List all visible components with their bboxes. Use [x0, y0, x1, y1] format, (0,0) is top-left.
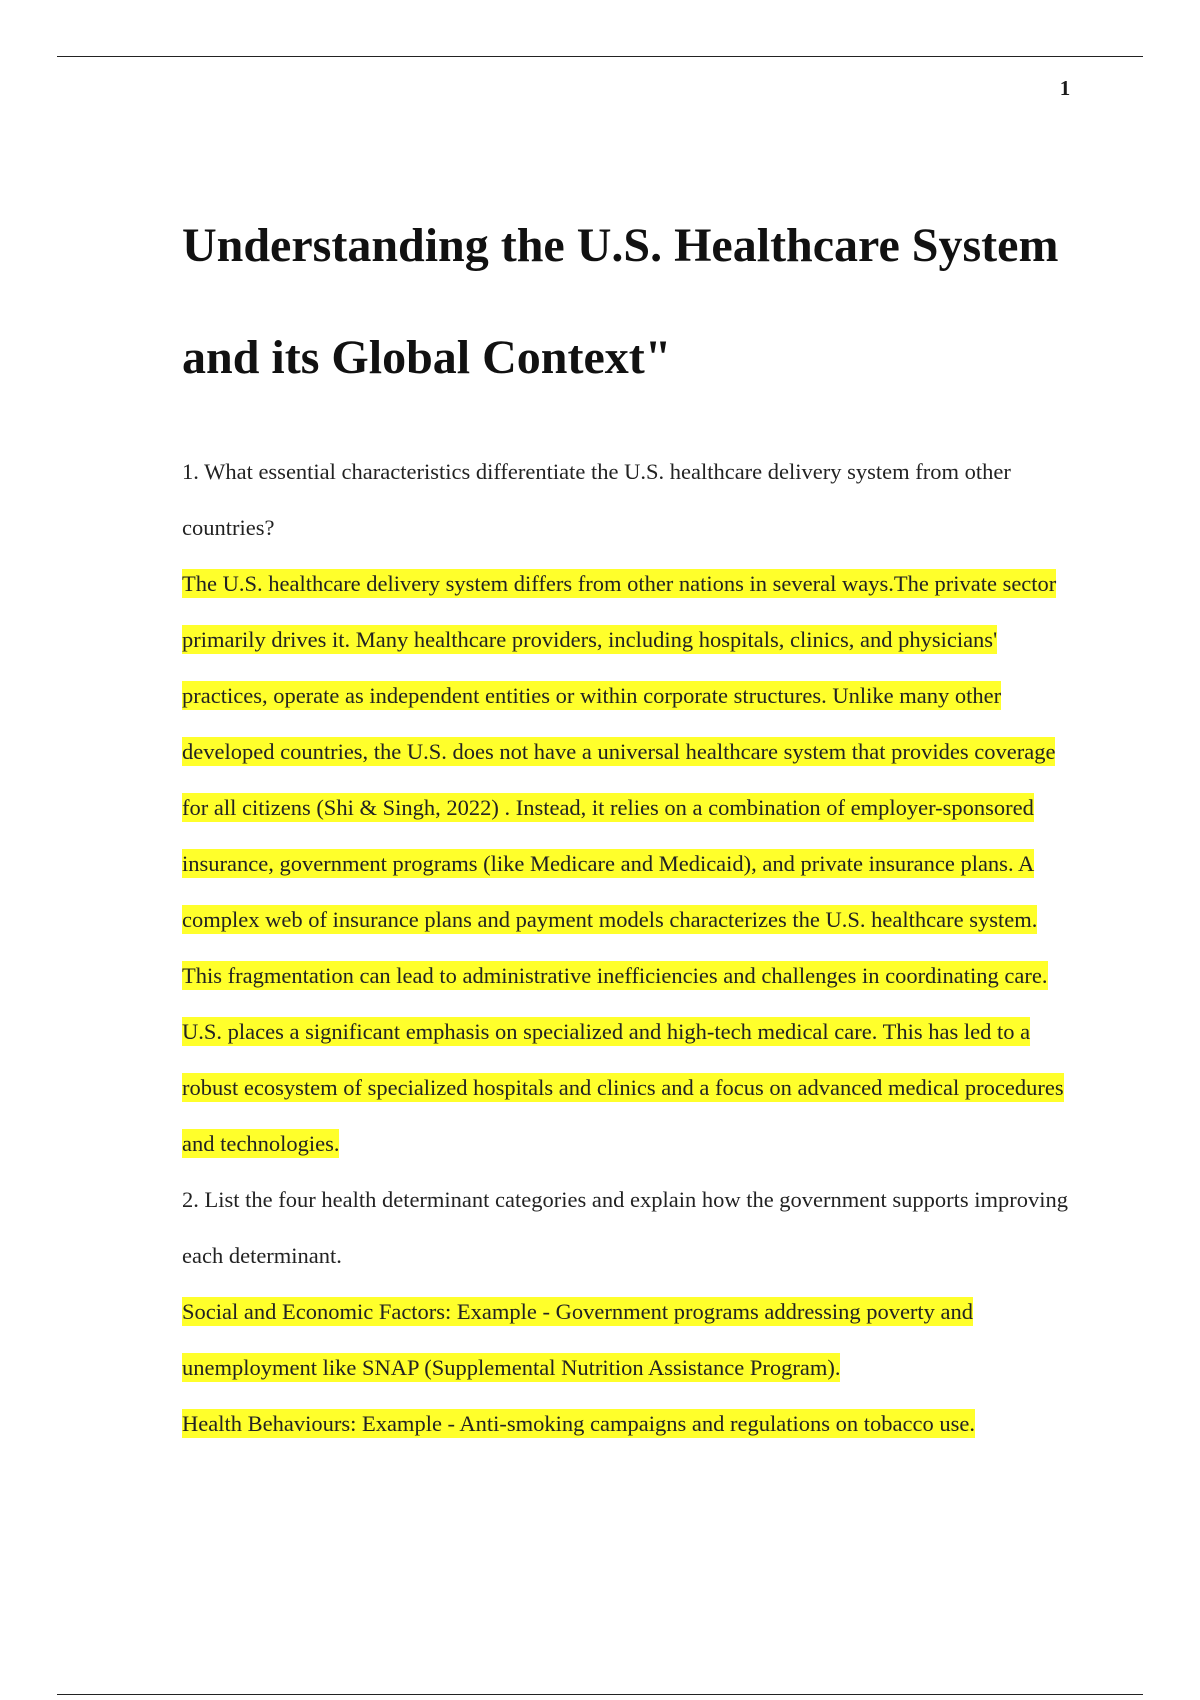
answer-2-social-economic-text: Social and Economic Factors: Example - Government programs addressing poverty and unemployment like SNAP (Supplemental Nutrition Assistance Program).: [182, 1299, 974, 1380]
answer-2-health-behaviours: [182, 1396, 1082, 1452]
question-2: [182, 1172, 1082, 1284]
footer-rule: [57, 1694, 1143, 1695]
question-1-text: 1. What essential characteristics differentiate the U.S. healthcare delivery system from other countries?: [182, 459, 1011, 540]
document-title: Understanding the U.S. Healthcare System and its Global Context": [182, 219, 1059, 384]
answer-1-highlighted-text: The U.S. healthcare delivery system differs from other nations in several ways.The private sector primarily drives it. Many healthcare providers, including hospitals, clinics, and physicians' practices, operate as independent entities or within corporate structures. Unlike many other developed countries, the U.S. does not have a universal healthcare system that provides coverage for all citizens (Shi & Singh, 2022) . Instead, it relies on a combination of employer-sponsored insurance, government programs (like Medicare and Medicaid), and private insurance plans. A complex web of insurance plans and payment models characterizes the U.S. healthcare system. This fragmentation can lead to administrative inefficiencies and challenges in coordinating care. U.S. places a significant emphasis on specialized and high-tech medical care. This has led to a robust ecosystem of specialized hospitals and clinics and a focus on advanced medical procedures and technologies.: [182, 571, 1064, 1156]
header-rule: [57, 56, 1143, 57]
page-number: 1: [1059, 76, 1071, 100]
question-1: [182, 444, 1082, 556]
answer-1: [182, 556, 1082, 1172]
answer-2-health-behaviours-text: Health Behaviours: Example - Anti-smoking campaigns and regulations on tobacco use.: [182, 1411, 975, 1436]
question-2-text: 2. List the four health determinant categories and explain how the government supports improving each determinant.: [182, 1187, 1069, 1268]
answer-2-social-economic: [182, 1284, 1082, 1396]
document-body: [182, 190, 1082, 1452]
